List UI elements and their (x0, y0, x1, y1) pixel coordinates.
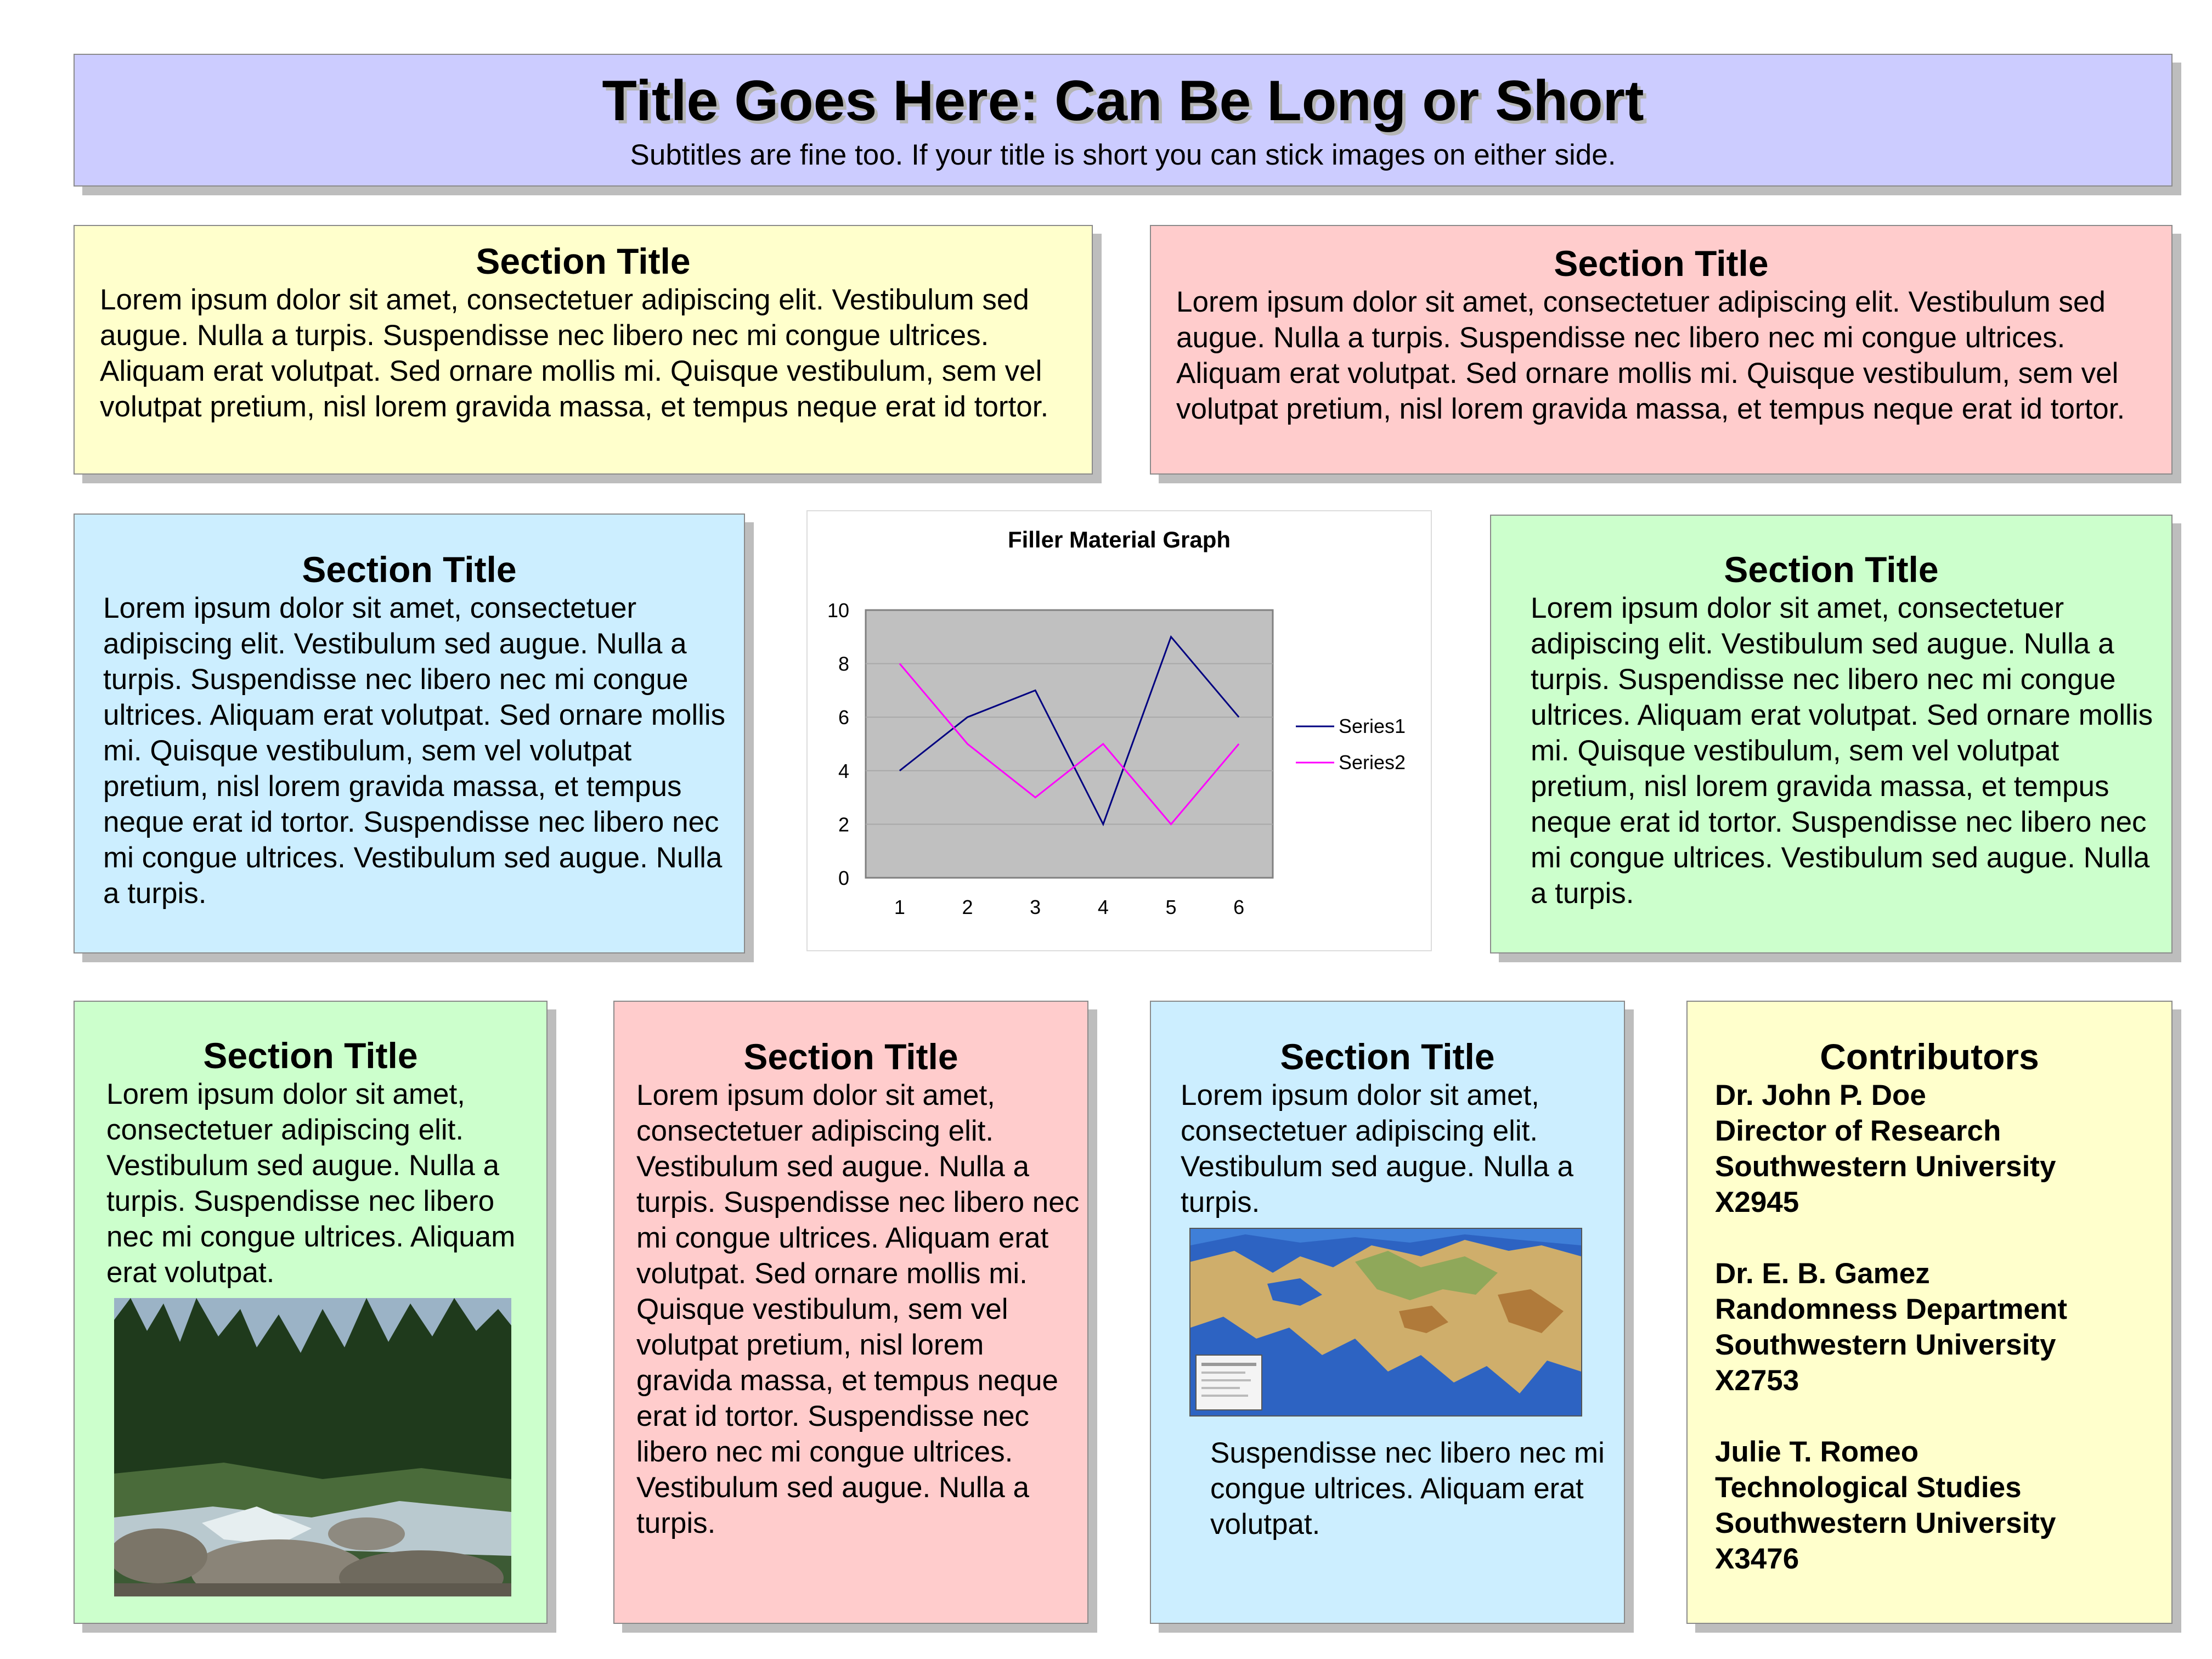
section-title: Section Title (203, 1035, 418, 1076)
y-tick-label: 8 (838, 652, 849, 675)
forest-stream-photo (114, 1298, 511, 1596)
x-tick-label: 4 (1097, 896, 1109, 918)
x-tick-label: 3 (1030, 896, 1041, 918)
y-tick-label: 2 (838, 813, 849, 836)
legend-series1-label: Series1 (1339, 715, 1406, 737)
contributor-org: Southwestern University (1715, 1329, 2056, 1361)
section-title: Section Title (302, 549, 517, 590)
chart-title: Filler Material Graph (1007, 527, 1231, 552)
relief-map-image (1189, 1228, 1582, 1417)
poster-subtitle: Subtitles are fine too. If your title is short you can stick images on either side. (630, 139, 1616, 171)
section-body: Lorem ipsum dolor sit amet, consectetuer adipiscing elit. Vestibulum sed augue. Nulla a turpis. Suspendisse nec libero nec mi congue ultrices. Aliquam erat volutpat. Sed ornare mollis mi. Quisque vestibulum, sem vel volutpat pretium, nisl lorem gravida massa, et tempus neque erat id tortor. Suspendisse nec libero nec mi congue ultrices. Vestibulum sed augue. Nulla a turpis. (1531, 592, 2153, 910)
section-top-left (74, 225, 1093, 475)
section-title: Section Title (1280, 1036, 1495, 1077)
contributor-name: Julie T. Romeo (1715, 1436, 1919, 1468)
section-middle-left (74, 514, 745, 953)
poster-title: Title Goes Here: Can Be Long or Short (602, 69, 1644, 133)
y-tick-label: 4 (838, 759, 849, 782)
contributor-role: Randomness Department (1715, 1293, 2068, 1325)
section-title: Section Title (476, 241, 691, 281)
contributor-org: Southwestern University (1715, 1507, 2056, 1539)
section-bottom-3 (1150, 1001, 1625, 1624)
line-chart (808, 511, 1431, 950)
contributor-entry (1715, 1077, 2171, 1220)
x-tick-label: 1 (894, 896, 905, 918)
section-title: Section Title (743, 1036, 958, 1077)
x-tick-label: 5 (1165, 896, 1177, 918)
contributor-entry (1715, 1256, 2171, 1398)
contributor-name: Dr. E. B. Gamez (1715, 1257, 1930, 1290)
y-tick-label: 10 (827, 599, 849, 622)
legend-series2-label: Series2 (1339, 751, 1406, 774)
y-axis-ticks (827, 599, 849, 889)
x-tick-label: 6 (1233, 896, 1245, 918)
contributor-entry (1715, 1434, 2171, 1577)
y-tick-label: 0 (838, 867, 849, 889)
section-bottom-1 (74, 1001, 548, 1624)
section-body: Lorem ipsum dolor sit amet, consectetuer adipiscing elit. Vestibulum sed augue. Nulla a turpis. Suspendisse nec libero nec mi congue ultrices. Aliquam erat volutpat. Sed ornare mollis mi. Quisque vestibulum, sem vel volutpat pretium, nisl lorem gravida massa, et tempus neque erat id tortor. (100, 284, 1049, 423)
section-bottom-2 (613, 1001, 1088, 1624)
contributors-title: Contributors (1820, 1036, 2039, 1077)
contributor-extension: X3476 (1715, 1543, 1799, 1575)
section-title: Section Title (1724, 549, 1939, 590)
chart-panel (806, 510, 1432, 951)
plot-area (866, 610, 1273, 878)
section-title: Section Title (1554, 243, 1769, 284)
section-body: Lorem ipsum dolor sit amet, consectetuer adipiscing elit. Vestibulum sed augue. Nulla a turpis. Suspendisse nec libero nec mi congue ultrices. Aliquam erat volutpat. Sed ornare mollis mi. Quisque vestibulum, sem vel volutpat pretium, nisl lorem gravida massa, et tempus neque erat id tortor. Suspendisse nec libero nec mi congue ultrices. Vestibulum sed augue. Nulla a turpis. (103, 592, 726, 910)
x-tick-label: 2 (962, 896, 973, 918)
section-body: Lorem ipsum dolor sit amet, consectetuer adipiscing elit. Vestibulum sed augue. Nulla a turpis. Suspendisse nec libero nec mi congue ultrices. Aliquam erat volutpat. Sed ornare mollis mi. Quisque vestibulum, sem vel volutpat pretium, nisl lorem gravida massa, et tempus neque erat id tortor. (1176, 286, 2125, 425)
section-middle-right (1490, 515, 2172, 953)
y-tick-label: 6 (838, 706, 849, 729)
contributor-role: Technological Studies (1715, 1471, 2022, 1504)
contributors-list (1715, 1077, 2171, 1577)
contributor-role: Director of Research (1715, 1115, 2001, 1147)
contributor-name: Dr. John P. Doe (1715, 1079, 1926, 1111)
contributor-org: Southwestern University (1715, 1150, 2056, 1183)
section-body-after-image: Suspendisse nec libero nec mi congue ultrices. Aliquam erat volutpat. (1210, 1437, 1605, 1541)
title-banner (74, 54, 2172, 187)
chart-legend (1289, 703, 1407, 786)
section-body: Lorem ipsum dolor sit amet, consectetuer adipiscing elit. Vestibulum sed augue. Nulla a turpis. Suspendisse nec libero nec mi congue ultrices. Aliquam erat volutpat. Sed ornare mollis mi. Quisque vestibulum, sem vel volutpat pretium, nisl lorem gravida massa, et tempus neque erat id tortor. Suspendisse nec libero nec mi congue ultrices. Vestibulum sed augue. Nulla a turpis. (636, 1079, 1080, 1539)
x-axis-ticks (894, 896, 1244, 918)
section-body: Lorem ipsum dolor sit amet, consectetuer adipiscing elit. Vestibulum sed augue. Nulla a turpis. (1181, 1079, 1573, 1218)
section-body: Lorem ipsum dolor sit amet, consectetuer adipiscing elit. Vestibulum sed augue. Nulla a turpis. Suspendisse nec libero nec mi congue ultrices. Aliquam erat volutpat. (106, 1078, 516, 1289)
contributor-extension: X2753 (1715, 1364, 1799, 1397)
contributor-extension: X2945 (1715, 1186, 1799, 1218)
section-top-right (1150, 225, 2172, 475)
contributors-panel (1686, 1001, 2172, 1624)
